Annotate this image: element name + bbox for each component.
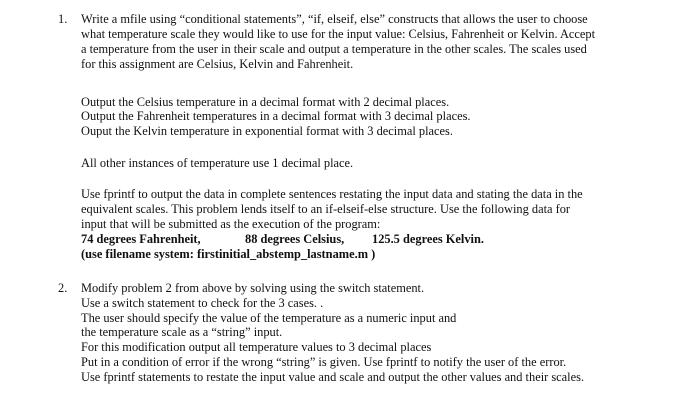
output-format-line: Output the Fahrenheit temperatures in a decimal format with 3 decimal places. [81, 109, 471, 123]
test-data-kelvin: 125.5 degrees Kelvin. [372, 232, 484, 246]
filename-instruction: (use filename system: firstinitial_abstemp_lastname.m ) [81, 247, 376, 261]
test-data-fahrenheit: 74 degrees Fahrenheit, [81, 232, 201, 246]
test-data-celsius: 88 degrees Celsius, [245, 232, 345, 246]
output-format-line: Output the Celsius temperature in a decimal format with 2 decimal places. [81, 95, 450, 109]
problem-2-line: Use a switch statement to check for the 3 cases. . [81, 296, 324, 310]
instructions-line: Use fprintf to output the data in complete sentences restating the input data and stating the data in the [81, 187, 583, 201]
instructions-line: input that will be submitted as the execution of the program: [81, 217, 381, 231]
problem-2-line: Use fprintf statements to restate the input value and scale and output the other values and their scales. [81, 370, 585, 384]
problem-1-intro-line: what temperature scale they would like to use for the input value: Celsius, Fahrenheit or Kelvin. Accept [81, 27, 596, 41]
problem-1-intro-line: Write a mfile using “conditional statements”, “if, elseif, else” constructs that allows the user to choose [81, 12, 588, 26]
problem-2-line: Put in a condition of error if the wrong “string” is given. Use fprintf to notify the user of the error. [81, 355, 567, 369]
problem-1-intro-line: for this assignment are Celsius, Kelvin and Fahrenheit. [81, 57, 354, 71]
problem-2-line: For this modification output all temperature values to 3 decimal places [81, 340, 432, 354]
problem-1-number: 1. [58, 12, 68, 26]
problem-2-line: The user should specify the value of the temperature as a numeric input and [81, 311, 457, 325]
problem-1-intro-line: a temperature from the user in their scale and output a temperature in the other scales. The scales used [81, 42, 587, 56]
output-format-line: Ouput the Kelvin temperature in exponential format with 3 decimal places. [81, 124, 453, 138]
problem-2-line: Modify problem 2 from above by solving using the switch statement. [81, 281, 425, 295]
other-instances-note: All other instances of temperature use 1 decimal place. [81, 156, 354, 170]
problem-2-line: the temperature scale as a “string” input. [81, 325, 283, 339]
instructions-line: equivalent scales. This problem lends itself to an if-elseif-else structure. Use the following data for [81, 202, 571, 216]
problem-2-number: 2. [58, 281, 68, 295]
